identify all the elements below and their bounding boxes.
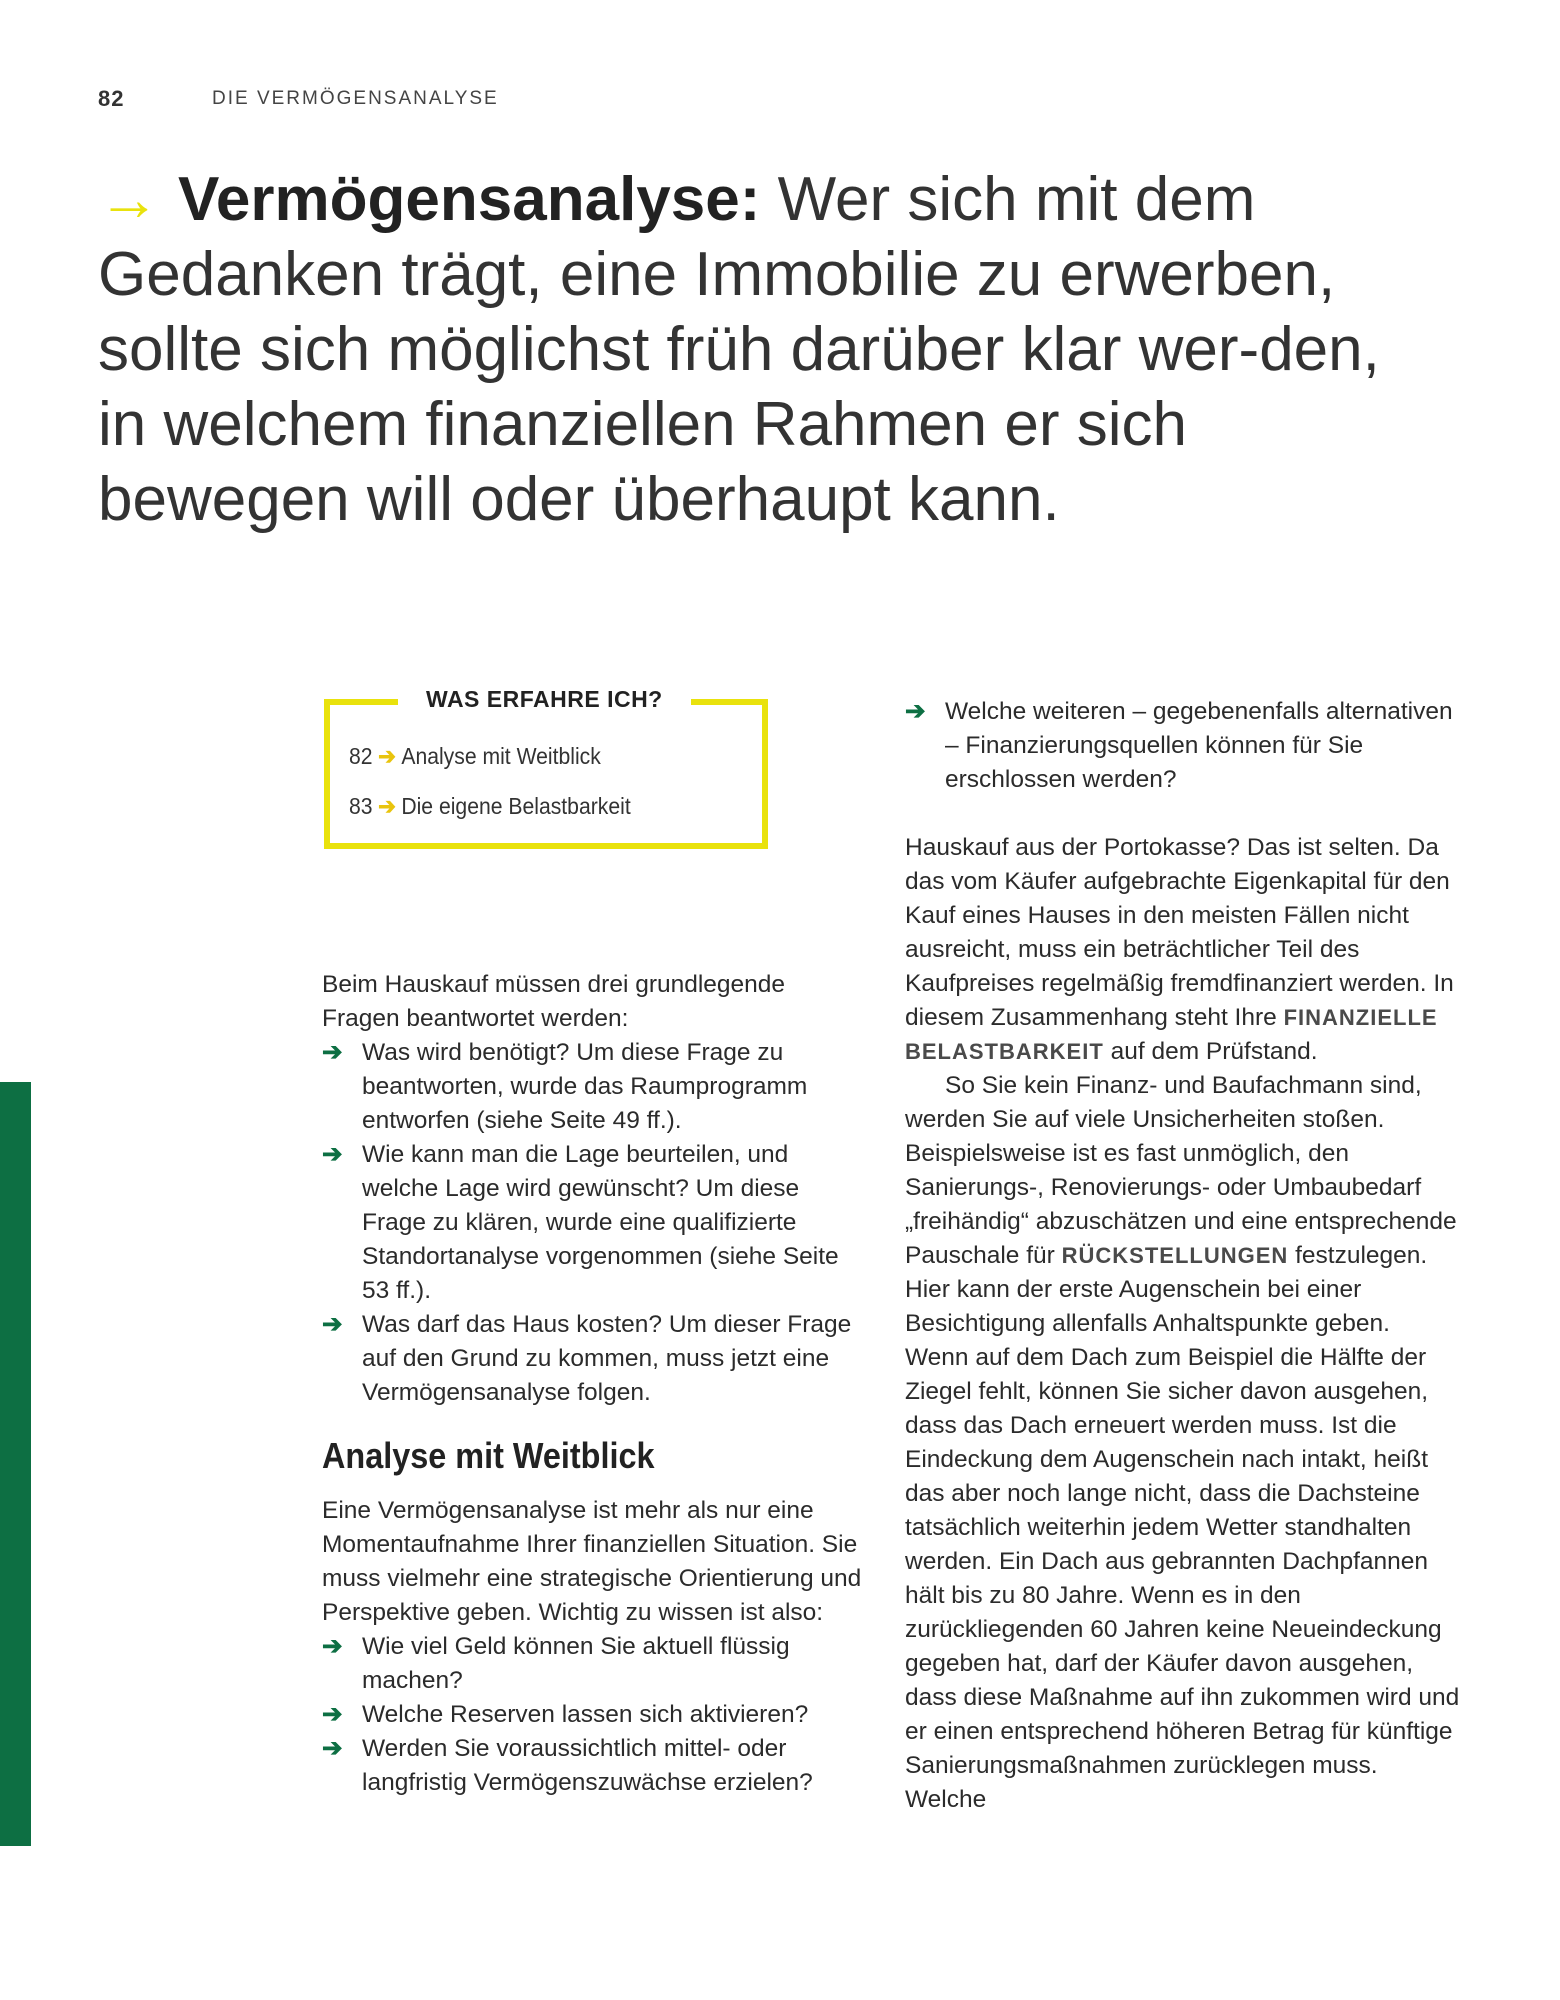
intro-lead: Vermögensanalyse: — [178, 165, 761, 234]
toc-page: 83 — [349, 793, 373, 819]
toc-label: Die eigene Belastbarkeit — [401, 793, 631, 819]
list-item: ➔ Wie kann man die Lage beurteilen, und welche Lage wird gewünscht? Um diese Frage zu klären, wurde eine qualifizierte Standortanalyse vorgenommen (siehe Seite 53 ff.). — [322, 1138, 862, 1308]
arrow-right-icon: ➔ — [322, 1633, 343, 1660]
toc-item[interactable] — [349, 793, 631, 820]
list-item: ➔ Was darf das Haus kosten? Um dieser Frage auf den Grund zu kommen, muss jetzt eine Vermögensanalyse folgen. — [322, 1308, 862, 1410]
arrow-right-icon: ➔ — [905, 698, 926, 725]
toc-frame — [324, 699, 768, 849]
body-paragraph: Hauskauf aus der Portokasse? Das ist selten. Da das vom Käufer aufgebrachte Eigenkapital für den Kauf eines Hauses in den meisten Fällen nicht ausreicht, muss ein beträchtlicher Teil des Kaufpreises regelmäßig fremdfinanziert werden. In diesem Zusammenhang steht Ihre FINANZIELLE BELASTBARKEIT auf dem Prüfstand. — [905, 834, 1454, 1065]
glossary-term[interactable]: FINANZIELLE BELASTBARKEIT — [905, 1005, 1438, 1064]
intro-text: Wer sich mit dem Gedanken trägt, eine Immobilie zu erwerben, sollte sich möglichst früh darüber klar wer-den, in welchem finanziellen Rahmen er sich bewegen will oder überhaupt kann. — [98, 165, 1380, 534]
toc-page: 82 — [349, 743, 373, 769]
toc-label: Analyse mit Weitblick — [401, 743, 601, 769]
section-heading: Analyse mit Weitblick — [322, 1435, 655, 1476]
page-number: 82 — [98, 86, 125, 111]
toc-title: WAS ERFAHRE ICH? — [398, 686, 691, 713]
arrow-right-icon: ➔ — [322, 1311, 343, 1338]
arrow-right-icon: → — [98, 165, 160, 234]
arrow-right-icon: ➔ — [378, 743, 396, 769]
list-item: ➔ Werden Sie voraussichtlich mittel- oder langfristig Vermögenszuwächse erzielen? — [322, 1732, 862, 1800]
chapter-color-bar — [0, 1082, 31, 1846]
body-paragraph: Eine Vermögensanalyse ist mehr als nur eine Momentaufnahme Ihrer finanziellen Situation. Sie muss vielmehr eine strategische Orientierung und Perspektive geben. Wichtig zu wissen ist also: — [322, 1497, 862, 1626]
list-item: ➔ Wie viel Geld können Sie aktuell flüssig machen? — [322, 1630, 862, 1698]
arrow-right-icon: ➔ — [378, 793, 396, 819]
list-item: ➔ Was wird benötigt? Um diese Frage zu beantworten, wurde das Raumprogramm entworfen (siehe Seite 49 ff.). — [322, 1036, 862, 1138]
arrow-right-icon: ➔ — [322, 1039, 343, 1066]
body-paragraph: So Sie kein Finanz- und Baufachmann sind, werden Sie auf viele Unsicherheiten stoßen. Beispielsweise ist es fast unmöglich, den Sanierungs-, Renovierungs- oder Umbaubedarf „freihändig“ abzuschätzen und eine entsprechende Pauschale für RÜCKSTELLUNGEN festzulegen. Hier kann der erste Augenschein bei einer Besichtigung allenfalls Anhaltspunkte geben. Wenn auf dem Dach zum Beispiel die Hälfte der Ziegel fehlt, können Sie sicher davon ausgehen, dass das Dach erneuert werden muss. Ist die Eindeckung dem Augenschein nach intakt, heißt das aber noch lange nicht, dass die Dachsteine tatsächlich weiterhin jedem Wetter standhalten werden. Ein Dach aus gebrannten Dachpfannen hält bis zu 80 Jahre. Wenn es in den zurückliegenden 60 Jahren keine Neueindeckung gegeben hat, darf der Käufer davon ausgehen, dass diese Maßnahme auf ihn zukommen wird und er einen entsprechend höheren Betrag für künftige Sanierungsmaßnahmen zurücklegen muss. Welche — [905, 1072, 1460, 1813]
list-item: ➔ Welche Reserven lassen sich aktivieren? — [322, 1698, 862, 1732]
toc-item[interactable] — [349, 743, 601, 770]
running-head: DIE VERMÖGENSANALYSE — [212, 88, 499, 109]
intro-statement — [98, 162, 1438, 537]
body-paragraph: Beim Hauskauf müssen drei grundlegende Fragen beantwortet werden: — [322, 971, 786, 1032]
arrow-right-icon: ➔ — [322, 1701, 343, 1728]
list-item: ➔ Welche weiteren – gegebenenfalls alternativen – Finanzierungsquellen können für Sie erschlossen werden? — [905, 695, 1460, 797]
right-column — [905, 695, 1460, 1817]
arrow-right-icon: ➔ — [322, 1141, 343, 1168]
left-column — [322, 968, 862, 1800]
glossary-term[interactable]: RÜCKSTELLUNGEN — [1061, 1243, 1289, 1268]
arrow-right-icon: ➔ — [322, 1735, 343, 1762]
